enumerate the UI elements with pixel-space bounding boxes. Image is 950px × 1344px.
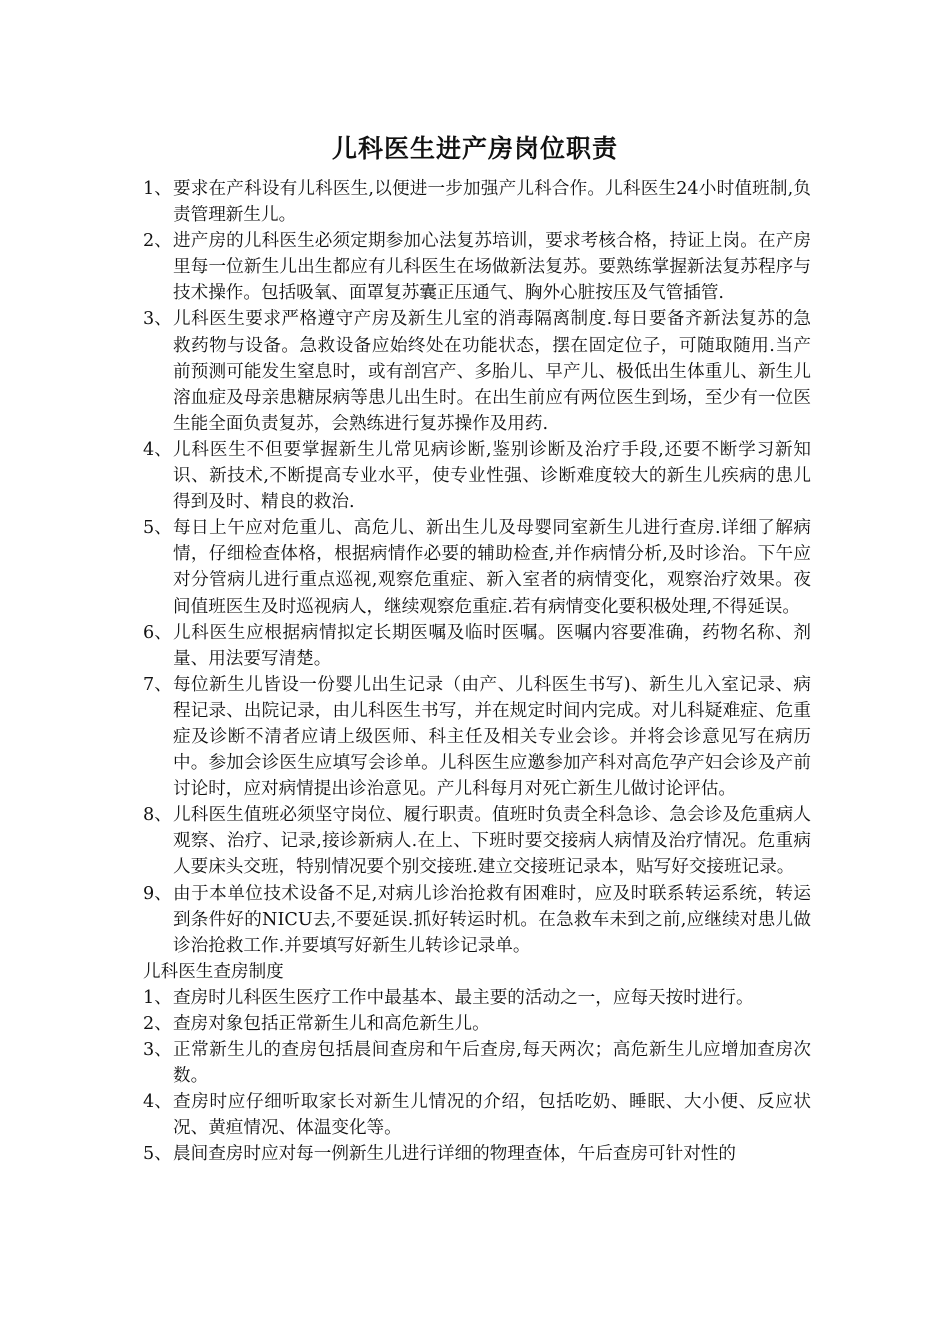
item-number: 5、 <box>143 1144 172 1165</box>
list-item <box>143 620 811 672</box>
item-text: 儿科医生不但要掌握新生儿常见病诊断,鉴别诊断及治疗手段,还要不断学习新知识、新技术,不断提高专业水平，使专业性强、诊断难度较大的新生儿疾病的患儿得到及时、精良的救治. <box>173 439 811 513</box>
list-item <box>143 1037 811 1089</box>
list-item <box>143 306 811 436</box>
item-text: 儿科医生值班必须坚守岗位、履行职责。值班时负责全科急诊、急会诊及危重病人观察、治疗、记录,接诊新病人.在上、下班时要交接病人病情及治疗情况。危重病人要床头交班，特别情况要个别交接班.建立交接班记录本，贴写好交接班记录。 <box>173 805 811 878</box>
item-number: 7、 <box>143 674 172 695</box>
item-text: 每位新生儿皆设一份婴儿出生记录（由产、儿科医生书写)、新生儿入室记录、病程记录、出院记录，由儿科医生书写，并在规定时间内完成。对儿科疑难症、危重症及诊断不清者应请上级医师、科主任及相关专业会诊。并将会诊意见写在病历中。参加会诊医生应填写会诊单。儿科医生应邀参加产科对高危孕产妇会诊及产前讨论时，应对病情提出诊治意见。产儿科每月对死亡新生儿做讨论评估。 <box>173 674 811 800</box>
document-body <box>143 176 811 1168</box>
item-number: 1、 <box>143 179 172 199</box>
section-heading: 儿科医生查房制度 <box>143 961 284 982</box>
item-number: 6、 <box>143 622 172 643</box>
list-item <box>143 228 811 306</box>
list-item <box>143 176 811 228</box>
item-text: 儿科医生应根据病情拟定长期医嘱及临时医嘱。医嘱内容要准确，药物名称、剂量、用法要写清楚。 <box>173 622 811 669</box>
item-number: 8、 <box>143 805 172 826</box>
item-text: 查房时儿科医生医疗工作中最基本、最主要的活动之一，应每天按时进行。 <box>173 987 754 1008</box>
list-item <box>143 672 811 802</box>
rounds-list <box>143 985 811 1168</box>
list-item <box>143 437 811 515</box>
item-number: 1、 <box>143 987 172 1008</box>
item-number: 2、 <box>143 1014 172 1034</box>
list-item <box>143 515 811 619</box>
document-title: 儿科医生进产房岗位职责 <box>331 134 618 163</box>
item-number: 4、 <box>143 1092 172 1113</box>
item-number: 3、 <box>143 1040 172 1061</box>
list-item <box>143 1011 811 1037</box>
list-item <box>143 1141 811 1167</box>
item-number: 3、 <box>143 309 172 330</box>
item-text: 进产房的儿科医生必须定期参加心法复苏培训，要求考核合格，持证上岗。在产房里每一位新生儿出生都应有儿科医生在场做新法复苏。要熟练掌握新法复苏程序与技术操作。包括吸氧、面罩复苏囊正压通气、胸外心脏按压及气管插管. <box>173 231 811 304</box>
item-text: 由于本单位技术设备不足,对病儿诊治抢救有困难时，应及时联系转运系统，转运到条件好的NICU去,不要延误.抓好转运时机。在急救车未到之前,应继续对患儿做诊治抢救工作.并要填写好新生儿转诊记录单。 <box>173 883 811 956</box>
duty-list <box>143 176 811 959</box>
list-item <box>143 985 811 1011</box>
item-number: 2、 <box>143 231 172 252</box>
list-item <box>143 1089 811 1141</box>
item-text: 要求在产科设有儿科医生,以便进一步加强产儿科合作。儿科医生24小时值班制,负责管理新生儿。 <box>173 179 811 226</box>
item-text: 查房时应仔细听取家长对新生儿情况的介绍，包括吃奶、睡眠、大小便、反应状况、黄疸情况、体温变化等。 <box>173 1092 811 1139</box>
item-text: 每日上午应对危重儿、高危儿、新出生儿及母婴同室新生儿进行查房.详细了解病情，仔细检查体格，根据病情作必要的辅助检查,并作病情分析,及时诊治。下午应对分管病儿进行重点巡视,观察危重症、新入室者的病情变化，观察治疗效果。夜间值班医生及时巡视病人，继续观察危重症.若有病情变化要积极处理,不得延误。 <box>173 518 811 617</box>
list-item <box>143 802 811 880</box>
list-item <box>143 881 811 959</box>
item-text: 儿科医生要求严格遵守产房及新生儿室的消毒隔离制度.每日要备齐新法复苏的急救药物与设备。急救设备应始终处在功能状态，摆在固定位子，可随取随用.当产前预测可能发生窒息时，或有剖宫产、多胎儿、早产儿、极低出生体重儿、新生儿溶血症及母亲患糖尿病等患儿出生时。在出生前应有两位医生到场，至少有一位医生能全面负责复苏，会熟练进行复苏操作及用药. <box>173 309 811 434</box>
item-number: 9、 <box>143 883 172 904</box>
item-number: 4、 <box>143 439 172 460</box>
item-text: 查房对象包括正常新生儿和高危新生儿。 <box>173 1014 490 1034</box>
item-text: 正常新生儿的查房包括晨间查房和午后查房,每天两次；高危新生儿应增加查房次数。 <box>173 1040 811 1087</box>
item-number: 5、 <box>143 518 172 539</box>
item-text: 晨间查房时应对每一例新生儿进行详细的物理查体，午后查房可针对性的 <box>173 1144 737 1165</box>
